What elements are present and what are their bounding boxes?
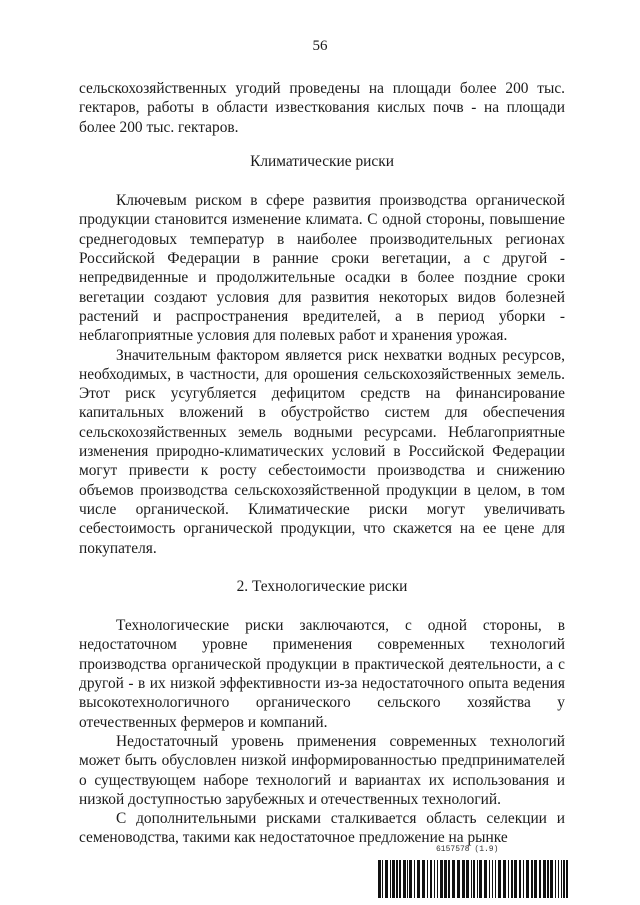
barcode bbox=[378, 860, 568, 898]
section-heading-climate: Климатические риски bbox=[250, 152, 394, 170]
barcode-graphic bbox=[378, 860, 568, 898]
tech-paragraph-3: С дополнительными рисками сталкивается область селекции и семеноводства, такими как недостаточное предложение на рынке bbox=[79, 810, 565, 847]
section-heading-tech: 2. Технологические риски bbox=[236, 577, 408, 595]
climate-paragraph-2: Значительным фактором является риск нехватки водных ресурсов, необходимых, в частности, для орошения сельскохозяйственных земель. Этот риск усугубляется дефицитом средств на финансирование капитальных вложений в обустройство систем для обеспечения сельскохозяйственных земель водными ресурсами. Неблагоприятные изменения природно-климатических условий в Российской Федерации могут привести к росту себестоимости производства и снижению объемов производства сельскохозяйственной продукции в целом, в том числе органической. Климатические риски могут увеличивать себестоимость органической продукции, что скажется на ее цене для покупателя. bbox=[79, 346, 565, 557]
barcode-number: 6157578 (1.9) bbox=[436, 845, 499, 854]
climate-paragraph-1: Ключевым риском в сфере развития производства органической продукции становится изменение климата. С одной стороны, повышение среднегодовых температур в наиболее производительных регионах Российской Федерации в ранние сроки вегетации, а с другой - непредвиденные и продолжительные осадки в более поздние сроки вегетации создают условия для развития некоторых видов болезней растений и распространения вредителей, а в период уборки - неблагоприятные условия для полевых работ и хранения урожая. bbox=[79, 192, 565, 345]
tech-paragraph-1: Технологические риски заключаются, с одной стороны, в недостаточном уровне применения современных технологий производства органической продукции в практической деятельности, а с другой - в их низкой эффективности из-за недостаточного опыта ведения высокотехнологичного органического сельского хозяйства у отечественных фермеров и компаний. bbox=[79, 617, 565, 731]
intro-paragraph: сельскохозяйственных угодий проведены на площади более 200 тыс. гектаров, работы в области известкования кислых почв - на площади более 200 тыс. гектаров. bbox=[79, 80, 565, 136]
document-body bbox=[79, 79, 565, 848]
page-number: 56 bbox=[312, 38, 328, 54]
tech-paragraph-2: Недостаточный уровень применения современных технологий может быть обусловлен низкой информированностью предпринимателей о существующем наборе технологий и вариантах их использования и низкой доступностью зарубежных и отечественных технологий. bbox=[79, 732, 565, 808]
